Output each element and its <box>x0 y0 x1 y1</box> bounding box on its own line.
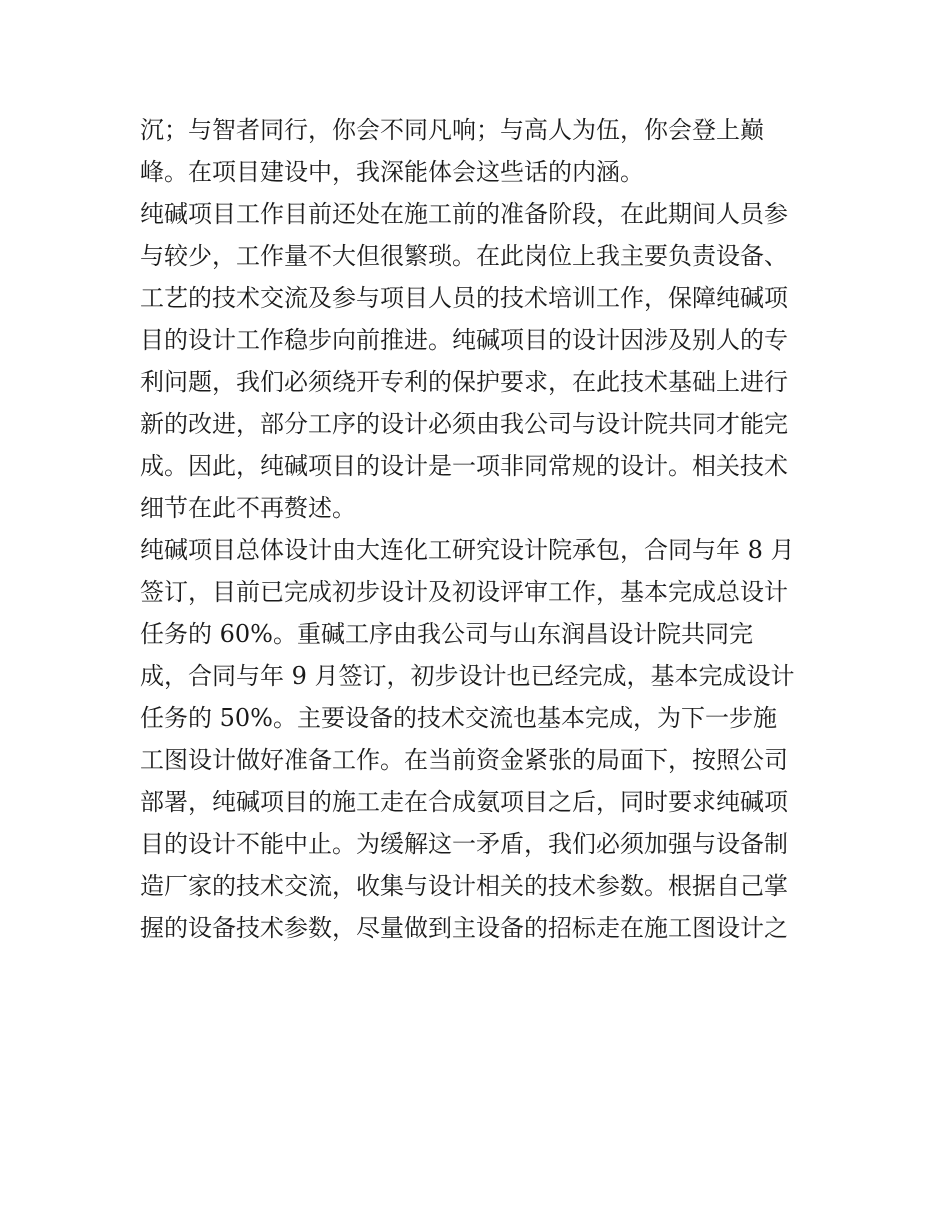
text-line-8: 新的改进，部分工序的设计必须由我公司与设计院共同才能完 <box>140 410 788 438</box>
text-line-9: 成。因此，纯碱项目的设计是一项非同常规的设计。相关技术 <box>140 452 788 480</box>
text-line-11: 纯碱项目总体设计由大连化工研究设计院承包，合同与年 8 月 <box>140 536 795 564</box>
text-line-20: 握的设备技术参数，尽量做到主设备的招标走在施工图设计之 <box>140 914 788 942</box>
text-line-2: 峰。在项目建设中，我深能体会这些话的内涵。 <box>140 158 644 186</box>
text-line-3: 纯碱项目工作目前还处在施工前的准备阶段，在此期间人员参 <box>140 200 788 228</box>
text-line-6: 目的设计工作稳步向前推进。纯碱项目的设计因涉及别人的专 <box>140 326 788 354</box>
text-line-10: 细节在此不再赘述。 <box>140 494 356 522</box>
text-line-16: 工图设计做好准备工作。在当前资金紧张的局面下，按照公司 <box>140 746 788 774</box>
text-line-15: 任务的 50%。主要设备的技术交流也基本完成，为下一步施 <box>140 704 777 732</box>
text-line-7: 利问题，我们必须绕开专利的保护要求，在此技术基础上进行 <box>140 368 788 396</box>
text-line-5: 工艺的技术交流及参与项目人员的技术培训工作，保障纯碱项 <box>140 284 788 312</box>
text-line-18: 目的设计不能中止。为缓解这一矛盾，我们必须加强与设备制 <box>140 830 788 858</box>
text-line-13: 任务的 60%。重碱工序由我公司与山东润昌设计院共同完 <box>140 620 753 648</box>
body-text <box>140 109 820 949</box>
text-line-19: 造厂家的技术交流，收集与设计相关的技术参数。根据自己掌 <box>140 872 788 900</box>
text-line-12: 签订，目前已完成初步设计及初设评审工作，基本完成总设计 <box>140 578 788 606</box>
text-line-4: 与较少，工作量不大但很繁琐。在此岗位上我主要负责设备、 <box>140 242 788 270</box>
text-line-14: 成，合同与年 9 月签订，初步设计也已经完成，基本完成设计 <box>140 662 795 690</box>
text-line-17: 部署，纯碱项目的施工走在合成氨项目之后，同时要求纯碱项 <box>140 788 788 816</box>
text-line-1: 沉；与智者同行，你会不同凡响；与高人为伍，你会登上巅 <box>140 116 764 144</box>
